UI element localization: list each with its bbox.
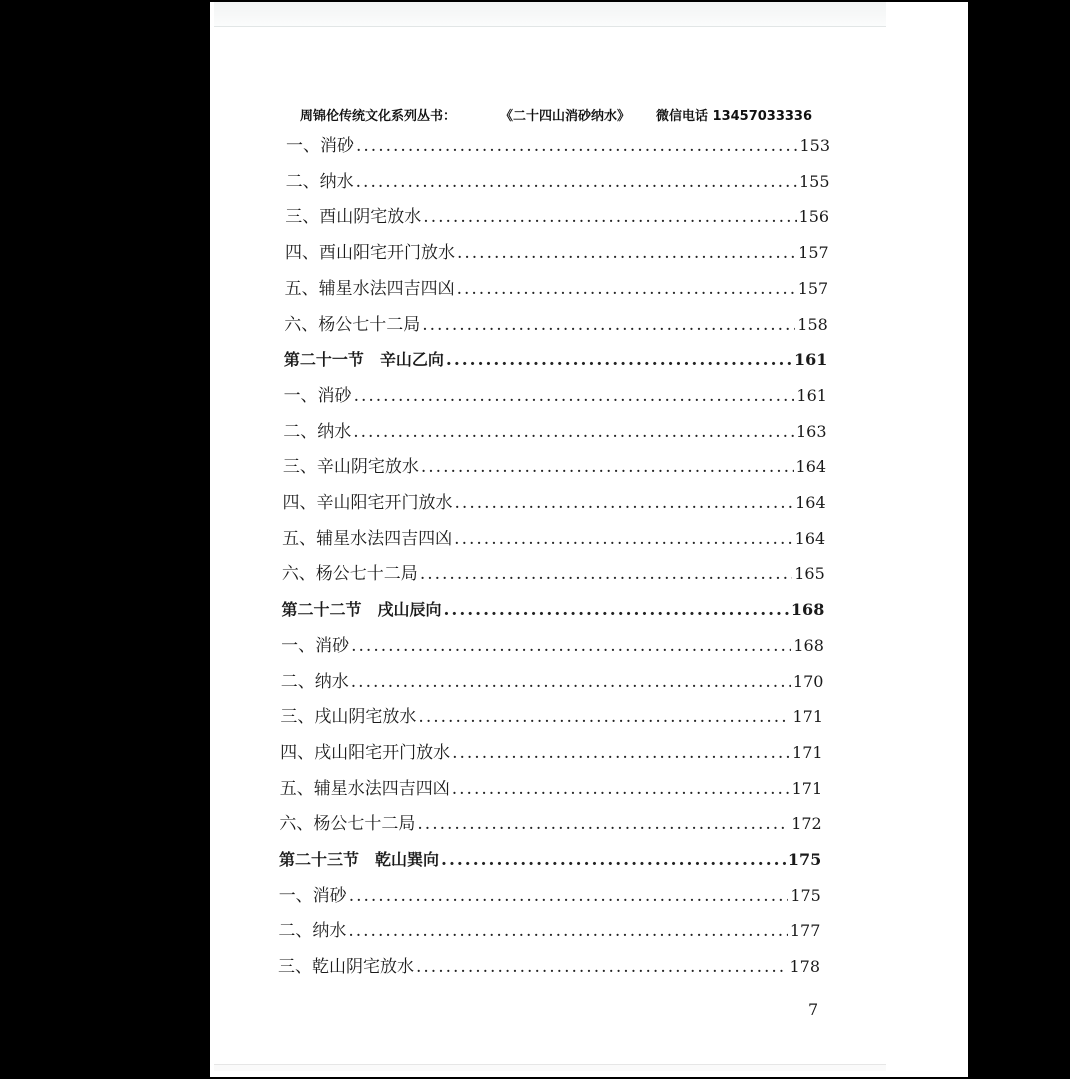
toc-entry-title: 六、杨公七十二局 <box>279 814 416 835</box>
toc-entry-title: 三、酉山阴宅放水 <box>285 207 422 228</box>
toc-entry-row <box>286 134 830 158</box>
toc-entry-page: 177 <box>789 921 821 941</box>
toc-entry-row <box>281 670 824 694</box>
toc-entry-title: 一、消砂 <box>286 136 354 156</box>
toc-entry-row <box>280 705 823 729</box>
toc-leader-dots <box>417 812 789 836</box>
toc-entry-row <box>285 277 829 301</box>
toc-entry-row <box>279 884 821 908</box>
toc-entry-title: 四、戌山阳宅开门放水 <box>280 742 451 763</box>
toc-entry-page: 168 <box>793 635 824 655</box>
toc-entry-page: 161 <box>796 385 827 405</box>
toc-entry-page: 172 <box>791 814 822 834</box>
scan-edge-bottom <box>214 1064 886 1071</box>
toc-section-row <box>281 598 824 622</box>
toc-entry-page: 161 <box>793 350 828 370</box>
toc-entry-row <box>284 313 828 337</box>
toc-leader-dots <box>441 848 786 872</box>
toc-entry-title: 第二十一节 辛山乙向 <box>283 350 444 370</box>
toc-leader-dots <box>351 634 791 658</box>
toc-leader-dots <box>349 884 789 908</box>
toc-leader-dots <box>356 134 797 158</box>
toc-entry-title: 四、酉山阳宅开门放水 <box>284 243 455 264</box>
toc-entry-row <box>279 812 821 836</box>
toc-leader-dots <box>457 241 796 265</box>
toc-entry-row <box>285 205 829 229</box>
toc-leader-dots <box>452 777 790 801</box>
toc-entry-page: 175 <box>790 885 821 905</box>
toc-leader-dots <box>348 919 788 943</box>
toc-leader-dots <box>446 348 792 372</box>
toc-entry-page: 155 <box>799 171 830 191</box>
document-page <box>210 2 968 1077</box>
toc-entry-row <box>285 241 829 265</box>
page-number: 7 <box>808 1000 819 1019</box>
toc-leader-dots <box>422 313 795 337</box>
header-book-title: 《二十四山消砂纳水》 <box>500 109 631 124</box>
toc-section-row <box>279 848 821 872</box>
toc-leader-dots <box>416 955 787 979</box>
toc-entry-page: 170 <box>792 671 824 691</box>
toc-leader-dots <box>423 205 796 229</box>
toc-entry-page: 164 <box>795 457 827 477</box>
toc-entry-page: 171 <box>791 778 823 798</box>
header-contact: 微信电话 13457033336 <box>656 109 813 124</box>
toc-entry-title: 一、消砂 <box>281 635 350 656</box>
header-series: 周锦伦传统文化系列丛书： <box>300 109 457 124</box>
toc-entry-row <box>283 420 826 444</box>
toc-leader-dots <box>354 384 795 408</box>
toc-entry-row <box>283 491 826 515</box>
toc-entry-title: 一、消砂 <box>278 885 347 906</box>
toc-leader-dots <box>452 741 790 765</box>
toc-entry-page: 175 <box>787 850 822 869</box>
toc-entry-page: 171 <box>792 707 824 727</box>
toc-entry-page: 163 <box>795 421 827 441</box>
toc-entry-row <box>281 634 824 658</box>
toc-entry-row <box>280 777 822 801</box>
toc-entry-page: 178 <box>789 957 820 977</box>
toc-entry-row <box>283 455 826 479</box>
toc-entry-title: 三、乾山阴宅放水 <box>278 957 414 978</box>
toc-entry-title: 二、纳水 <box>285 171 354 192</box>
toc-section-row <box>284 348 827 372</box>
toc-leader-dots <box>457 277 796 301</box>
toc-leader-dots <box>454 527 792 551</box>
toc-entry-row <box>286 170 830 194</box>
toc-entry-title: 六、杨公七十二局 <box>284 314 421 335</box>
toc-entry-title: 二、纳水 <box>283 421 352 442</box>
toc-entry-title: 四、辛山阳宅开门放水 <box>282 493 453 513</box>
toc-entry-title: 一、消砂 <box>283 385 352 406</box>
toc-entry-title: 三、戌山阴宅放水 <box>280 707 417 728</box>
toc-entry-page: 153 <box>799 136 830 155</box>
toc-entry-page: 157 <box>798 243 829 263</box>
toc-entry-row <box>284 384 827 408</box>
running-header <box>210 105 968 125</box>
toc-entry-row <box>278 955 820 979</box>
toc-leader-dots <box>421 455 794 479</box>
toc-entry-title: 五、辅星水法四吉四凶 <box>284 278 455 299</box>
toc-entry-row <box>282 562 825 586</box>
toc-entry-page: 156 <box>798 207 830 227</box>
toc-entry-page: 171 <box>792 742 823 762</box>
toc-entry-title: 二、纳水 <box>278 921 347 942</box>
toc-entry-title: 五、辅星水法四吉四凶 <box>282 528 453 549</box>
toc-leader-dots <box>351 670 791 694</box>
toc-entry-page: 168 <box>790 600 825 620</box>
toc-leader-dots <box>356 170 797 194</box>
toc-leader-dots <box>443 598 788 622</box>
toc-entry-title: 二、纳水 <box>280 671 349 692</box>
toc-entry-page: 164 <box>795 493 826 512</box>
toc-leader-dots <box>353 420 794 444</box>
toc-entry-title: 第二十二节 戌山辰向 <box>281 600 442 620</box>
toc-entry-page: 165 <box>794 564 825 584</box>
toc-entry-title: 六、杨公七十二局 <box>281 564 418 585</box>
toc-leader-dots <box>418 705 790 729</box>
toc-entry-row <box>280 741 823 765</box>
scan-edge-top <box>214 2 886 27</box>
toc-entry-row <box>282 527 825 551</box>
toc-entry-title: 第二十三节 乾山巽向 <box>279 850 440 869</box>
toc-leader-dots <box>455 491 794 515</box>
toc-entry-title: 三、辛山阴宅放水 <box>282 457 419 478</box>
toc-entry-page: 157 <box>797 278 829 298</box>
toc-entry-title: 五、辅星水法四吉四凶 <box>279 778 450 799</box>
toc-entry-page: 158 <box>797 314 828 334</box>
toc-entry-page: 164 <box>794 528 826 548</box>
toc-leader-dots <box>420 562 792 586</box>
toc-entry-row <box>278 919 820 943</box>
